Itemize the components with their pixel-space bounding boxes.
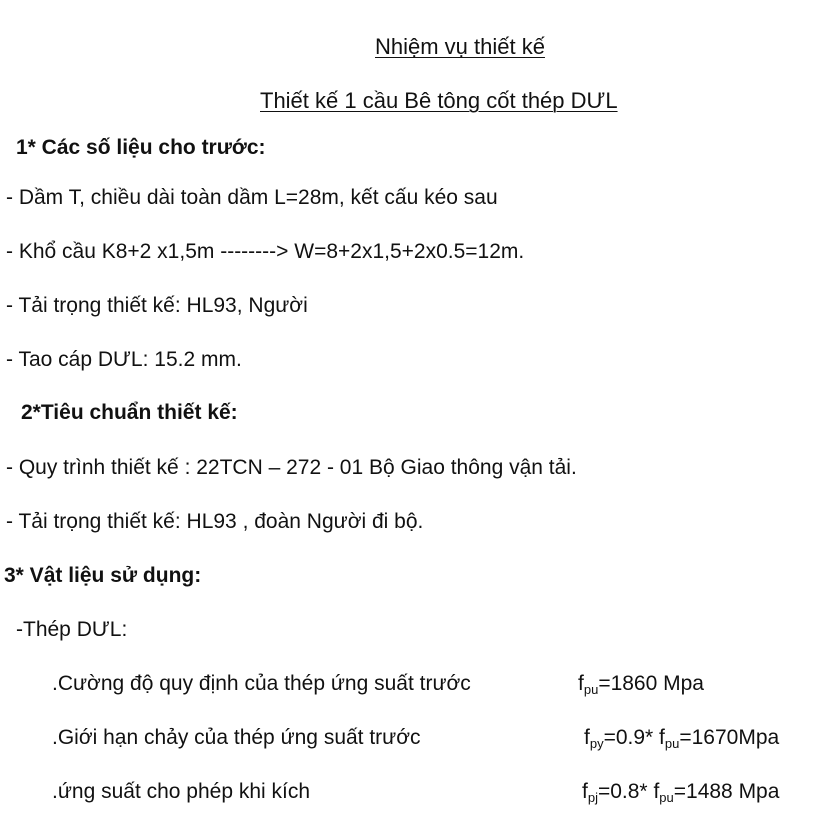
task-title: Nhiệm vụ thiết kế	[375, 34, 545, 59]
property-label-jacking: .ứng suất cho phép khi kích	[52, 780, 311, 803]
property-formula-strength	[578, 672, 704, 697]
section1-item-beam: - Dầm T, chiều dài toàn dầm L=28m, kết cấu kéo sau	[6, 186, 498, 209]
section2-item-load: - Tải trọng thiết kế: HL93 , đoàn Người đi bộ.	[6, 510, 424, 533]
formula-symbol-2: f	[659, 726, 665, 749]
formula-value: =1860 Mpa	[598, 672, 704, 695]
property-formula-yield	[584, 726, 780, 751]
section1-item-design-load: - Tải trọng thiết kế: HL93, Người	[6, 294, 308, 317]
formula-symbol: f	[582, 780, 588, 803]
formula-value: =1488 Mpa	[673, 780, 780, 803]
property-label-yield: .Giới hạn chảy của thép ứng suất trước	[52, 726, 421, 749]
section2-item-standard: - Quy trình thiết kế : 22TCN – 272 - 01 Bộ Giao thông vận tải.	[6, 456, 577, 479]
formula-subscript-2: pu	[659, 790, 674, 805]
section3-subtitle: -Thép DƯL:	[16, 618, 128, 641]
formula-value: =1670Mpa	[679, 726, 780, 749]
section1-heading: 1* Các số liệu cho trước:	[16, 136, 266, 159]
property-formula-jacking	[582, 780, 780, 805]
section3-heading: 3* Vật liệu sử dụng:	[4, 564, 202, 587]
formula-subscript: py	[589, 736, 604, 751]
section2-heading: 2*Tiêu chuẩn thiết kế:	[21, 401, 238, 424]
property-label-strength: .Cường độ quy định của thép ứng suất trước	[52, 672, 471, 695]
section1-item-strand: - Tao cáp DƯL: 15.2 mm.	[6, 348, 242, 371]
section1-item-bridge-width: - Khổ cầu K8+2 x1,5m --------> W=8+2x1,5+2x0.5=12m.	[6, 240, 525, 263]
formula-symbol-2: f	[653, 780, 660, 803]
formula-subscript: pj	[587, 790, 598, 805]
formula-symbol: f	[578, 672, 584, 695]
formula-symbol: f	[584, 726, 590, 749]
project-title: Thiết kế 1 cầu Bê tông cốt thép DƯL	[260, 88, 618, 113]
formula-factor: =0.9*	[603, 726, 660, 749]
formula-subscript-2: pu	[664, 736, 680, 751]
formula-subscript: pu	[583, 682, 599, 697]
formula-factor: =0.8*	[597, 780, 654, 803]
